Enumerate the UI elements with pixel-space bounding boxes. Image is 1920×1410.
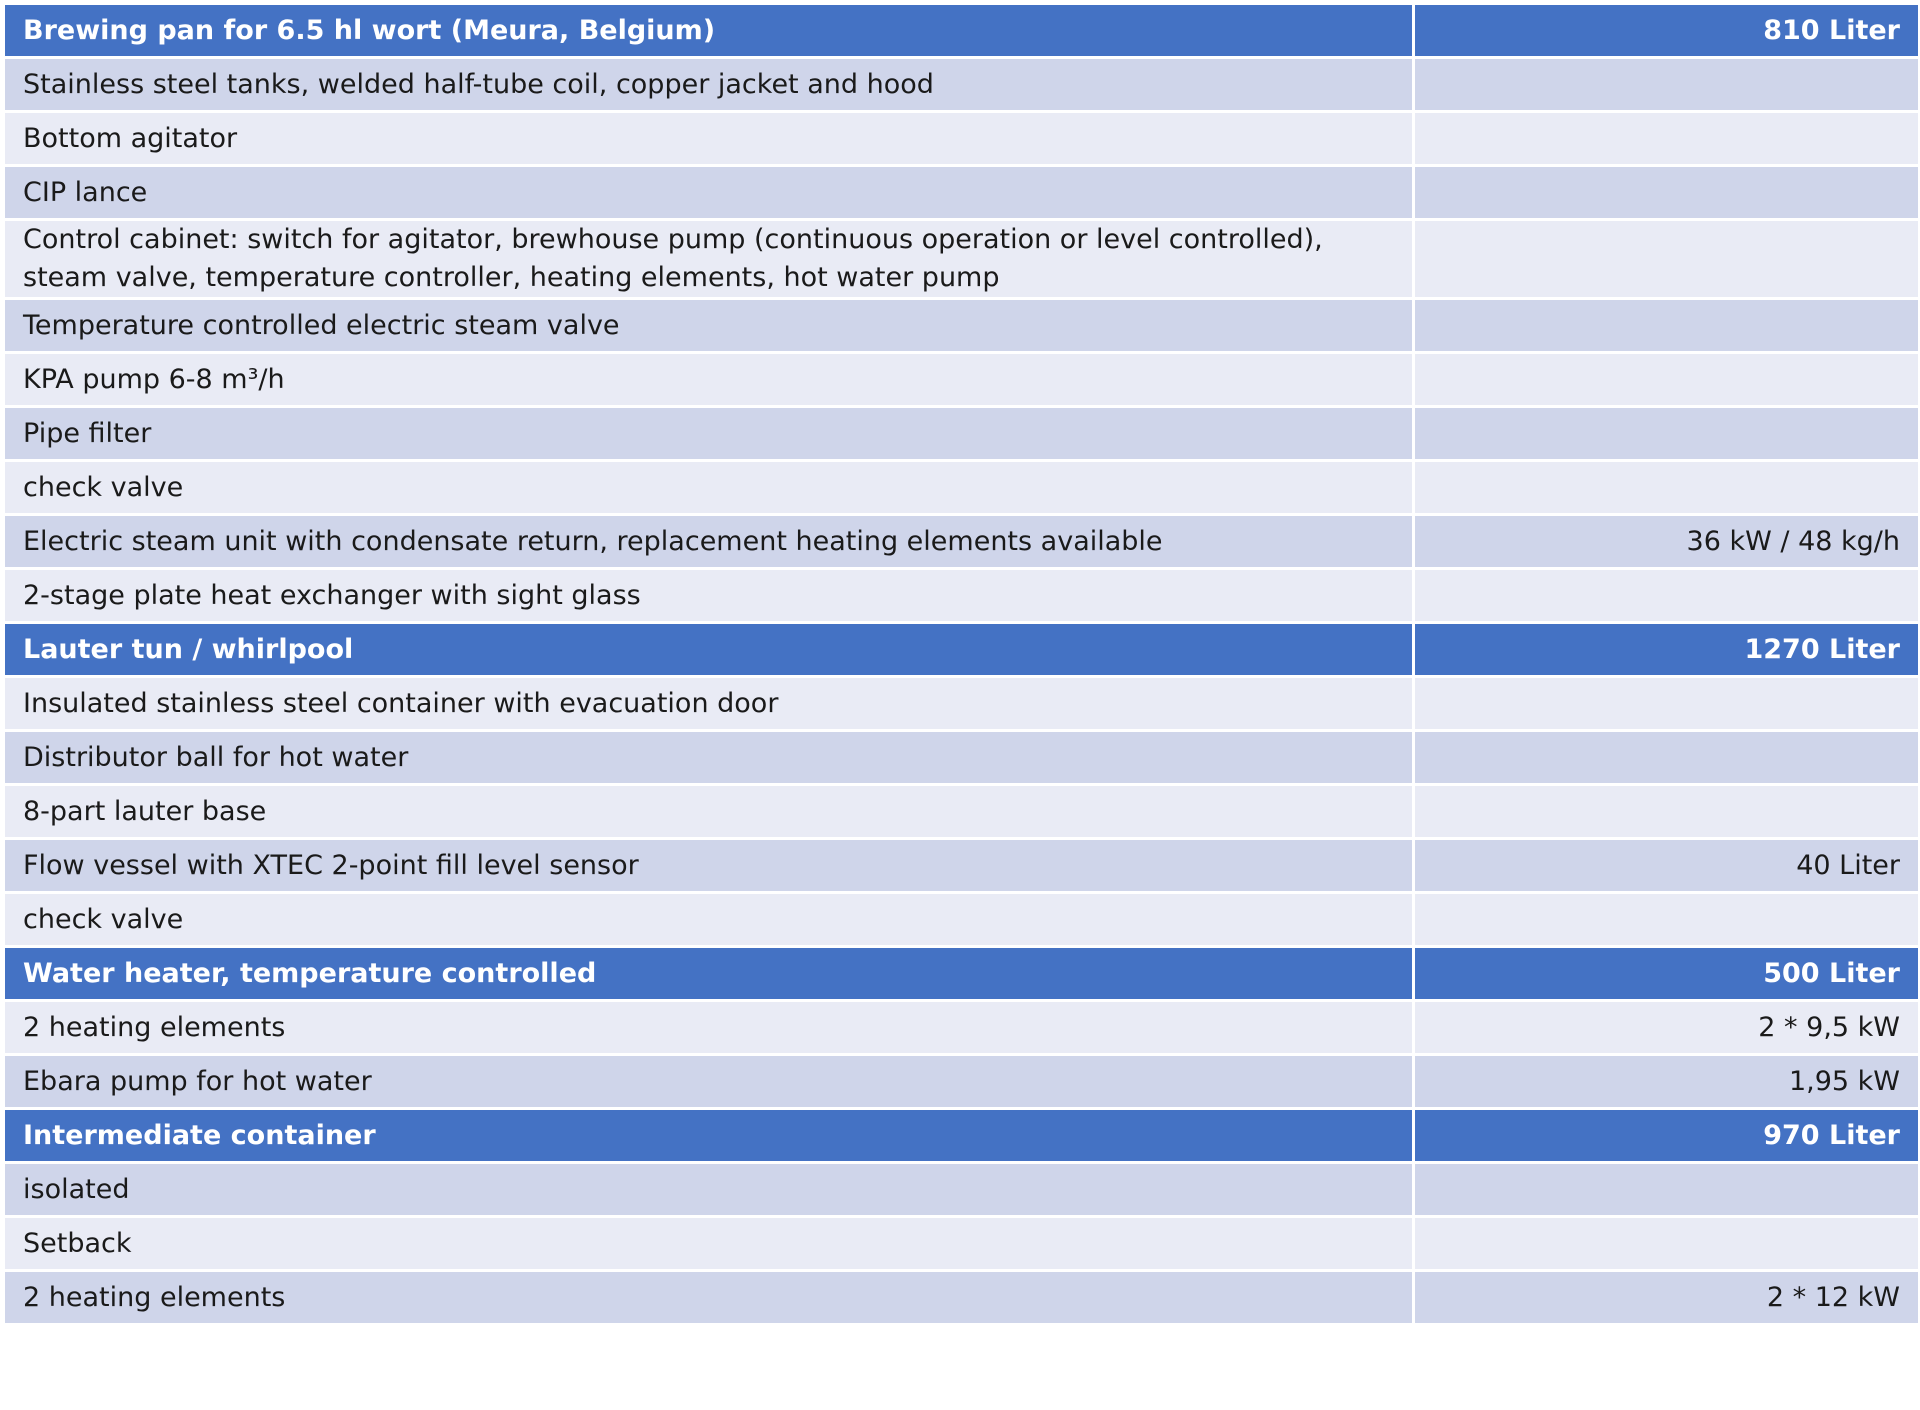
table-row bbox=[4, 461, 1920, 515]
row-label: Flow vessel with XTEC 2-point fill level sensor bbox=[4, 839, 1414, 893]
row-label: KPA pump 6-8 m³/h bbox=[4, 353, 1414, 407]
row-value bbox=[1414, 893, 1920, 947]
row-value: 2 * 12 kW bbox=[1414, 1271, 1920, 1325]
table-row bbox=[4, 58, 1920, 112]
table-row bbox=[4, 1001, 1920, 1055]
row-label: Setback bbox=[4, 1217, 1414, 1271]
section-value: 810 Liter bbox=[1414, 4, 1920, 58]
row-value bbox=[1414, 569, 1920, 623]
section-header-intermediate-container bbox=[4, 1109, 1920, 1163]
section-value: 1270 Liter bbox=[1414, 623, 1920, 677]
section-title: Brewing pan for 6.5 hl wort (Meura, Belgium) bbox=[4, 4, 1414, 58]
row-value: 36 kW / 48 kg/h bbox=[1414, 515, 1920, 569]
section-value: 970 Liter bbox=[1414, 1109, 1920, 1163]
table-row bbox=[4, 731, 1920, 785]
table-row bbox=[4, 1271, 1920, 1325]
table-row bbox=[4, 515, 1920, 569]
row-value bbox=[1414, 112, 1920, 166]
row-label: 2-stage plate heat exchanger with sight glass bbox=[4, 569, 1414, 623]
row-label: Distributor ball for hot water bbox=[4, 731, 1414, 785]
row-label: Pipe filter bbox=[4, 407, 1414, 461]
table-row bbox=[4, 407, 1920, 461]
table-row bbox=[4, 166, 1920, 220]
row-value: 40 Liter bbox=[1414, 839, 1920, 893]
row-value bbox=[1414, 1217, 1920, 1271]
section-header-brewing-pan bbox=[4, 4, 1920, 58]
row-value bbox=[1414, 731, 1920, 785]
row-label: Electric steam unit with condensate return, replacement heating elements available bbox=[4, 515, 1414, 569]
row-label: CIP lance bbox=[4, 166, 1414, 220]
row-label: 2 heating elements bbox=[4, 1271, 1414, 1325]
row-label: Ebara pump for hot water bbox=[4, 1055, 1414, 1109]
table-row bbox=[4, 893, 1920, 947]
table-row bbox=[4, 299, 1920, 353]
row-label: Insulated stainless steel container with evacuation door bbox=[4, 677, 1414, 731]
row-label: Bottom agitator bbox=[4, 112, 1414, 166]
row-value bbox=[1414, 166, 1920, 220]
row-value bbox=[1414, 407, 1920, 461]
row-label: 2 heating elements bbox=[4, 1001, 1414, 1055]
section-value: 500 Liter bbox=[1414, 947, 1920, 1001]
row-value bbox=[1414, 220, 1920, 299]
table-row bbox=[4, 112, 1920, 166]
table-row bbox=[4, 1163, 1920, 1217]
table-row bbox=[4, 1217, 1920, 1271]
equipment-spec-table bbox=[2, 2, 1920, 1326]
row-label: 8-part lauter base bbox=[4, 785, 1414, 839]
row-label: Stainless steel tanks, welded half-tube coil, copper jacket and hood bbox=[4, 58, 1414, 112]
row-label: Control cabinet: switch for agitator, brewhouse pump (continuous operation or level controlled), steam valve, temperature controller, heating elements, hot water pump bbox=[4, 220, 1414, 299]
row-label: Temperature controlled electric steam valve bbox=[4, 299, 1414, 353]
row-value bbox=[1414, 461, 1920, 515]
row-label: check valve bbox=[4, 461, 1414, 515]
table-row bbox=[4, 569, 1920, 623]
table-row bbox=[4, 1055, 1920, 1109]
row-label: check valve bbox=[4, 893, 1414, 947]
section-title: Water heater, temperature controlled bbox=[4, 947, 1414, 1001]
section-header-water-heater bbox=[4, 947, 1920, 1001]
row-value bbox=[1414, 58, 1920, 112]
table-row bbox=[4, 839, 1920, 893]
table-row bbox=[4, 785, 1920, 839]
row-value bbox=[1414, 785, 1920, 839]
row-value bbox=[1414, 677, 1920, 731]
section-title: Intermediate container bbox=[4, 1109, 1414, 1163]
row-value bbox=[1414, 299, 1920, 353]
row-value: 1,95 kW bbox=[1414, 1055, 1920, 1109]
row-label: isolated bbox=[4, 1163, 1414, 1217]
equipment-table-container bbox=[2, 2, 1918, 1326]
row-value bbox=[1414, 353, 1920, 407]
section-header-lauter-tun bbox=[4, 623, 1920, 677]
table-row bbox=[4, 677, 1920, 731]
table-row bbox=[4, 353, 1920, 407]
section-title: Lauter tun / whirlpool bbox=[4, 623, 1414, 677]
row-value bbox=[1414, 1163, 1920, 1217]
row-value: 2 * 9,5 kW bbox=[1414, 1001, 1920, 1055]
table-row bbox=[4, 220, 1920, 299]
